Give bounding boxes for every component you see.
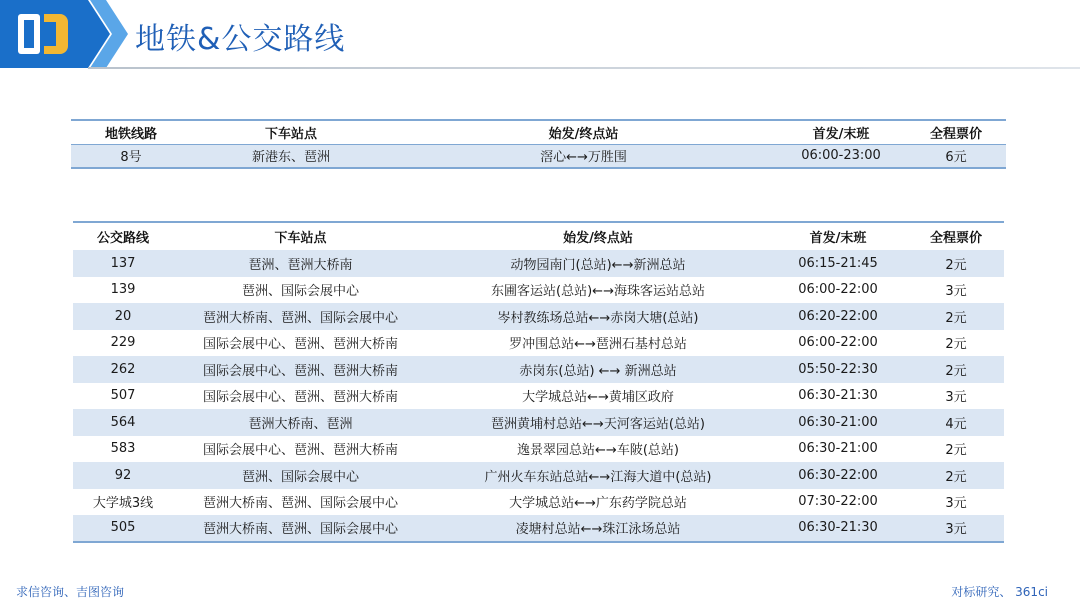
bus-table [73,221,1004,543]
bus-fare: 4元 [945,416,967,432]
bus-fare: 2元 [945,310,967,326]
bus-hours: 06:30-21:30 [798,388,878,404]
bus-fare: 2元 [945,469,967,485]
bus-hours: 06:20-22:00 [798,308,878,324]
bus-stop: 国际会展中心、琶洲、琶洲大桥南 [202,337,398,353]
bus-route: 505 [110,520,136,536]
bus-stop: 国际会展中心、琶洲、琶洲大桥南 [202,363,398,379]
header-divider [88,67,1080,69]
table-row [71,144,1006,168]
bus-hours: 06:30-21:00 [798,414,878,430]
table-row [73,489,1004,516]
bus-stop: 琶洲大桥南、琶洲 [248,416,353,432]
footer-source-right: 对标研究、 361ci [951,585,1048,599]
header-bar [0,0,1080,70]
bus-route: 92 [114,467,132,483]
bus-fare: 3元 [945,390,967,406]
bus-col-hours: 首发/末班 [809,231,867,246]
bus-route: 137 [110,255,136,271]
bus-terminals: 逸景翠园总站←→车陂(总站) [517,443,679,459]
metro-terminals: 滘心←→万胜围 [540,150,627,166]
bus-terminals: 赤岗东(总站) ←→ 新洲总站 [519,363,677,379]
table-row [73,515,1004,542]
bus-hours: 06:00-22:00 [798,282,878,298]
bus-route: 20 [114,308,132,324]
bus-terminals: 动物园南门(总站)←→新洲总站 [510,257,686,273]
bus-fare: 3元 [945,496,967,512]
logo-banner [0,0,130,70]
bus-route: 564 [110,414,136,430]
table-row [73,462,1004,489]
bus-col-terminals: 始发/终点站 [563,231,633,246]
footer-source-left: 求信咨询、吉图咨询 [16,585,125,599]
bus-hours: 06:15-21:45 [798,255,878,271]
metro-fare: 6元 [945,150,967,166]
table-row [73,383,1004,410]
table-row [73,330,1004,357]
bus-fare: 3元 [945,522,967,538]
bus-route: 139 [110,282,136,298]
bus-terminals: 罗冲围总站←→琶洲石基村总站 [509,337,687,353]
bus-hours: 06:30-21:30 [798,520,878,536]
bus-route: 262 [110,361,136,377]
bus-col-fare: 全程票价 [929,231,982,246]
metro-header-row [71,120,1006,144]
bus-hours: 06:30-22:00 [798,467,878,483]
metro-col-stop: 下车站点 [264,126,317,142]
bus-fare: 2元 [945,337,967,353]
bus-stop: 琶洲大桥南、琶洲、国际会展中心 [202,496,398,512]
bus-route: 大学城3线 [92,496,154,512]
bus-stop: 国际会展中心、琶洲、琶洲大桥南 [202,443,398,459]
bus-col-stop: 下车站点 [274,231,327,246]
bus-terminals: 岑村教练场总站←→赤岗大塘(总站) [497,310,699,326]
table-row [73,303,1004,330]
bus-hours: 06:00-22:00 [798,335,878,351]
metro-col-hours: 首发/末班 [812,126,870,142]
metro-stop: 新港东、琶洲 [251,150,330,166]
table-row [73,356,1004,383]
table-row [73,277,1004,304]
bus-stop: 国际会展中心、琶洲、琶洲大桥南 [202,390,398,406]
bus-terminals: 大学城总站←→黄埔区政府 [522,390,674,406]
metro-table [71,119,1006,169]
bus-fare: 2元 [945,363,967,379]
bus-terminals: 广州火车东站总站←→江海大道中(总站) [484,469,712,485]
metro-hours: 06:00-23:00 [801,148,881,164]
bus-fare: 3元 [945,284,967,300]
bus-stop: 琶洲、国际会展中心 [241,469,359,485]
metro-col-terminals: 始发/终点站 [548,126,619,142]
bus-stop: 琶洲大桥南、琶洲、国际会展中心 [202,310,398,326]
bus-route: 507 [110,388,136,404]
bus-col-route: 公交路线 [96,231,149,246]
bus-hours: 07:30-22:00 [798,494,878,510]
bus-stop: 琶洲、国际会展中心 [241,284,359,300]
table-row [73,250,1004,277]
bus-hours: 06:30-21:00 [798,441,878,457]
bus-hours: 05:50-22:30 [798,361,878,377]
bus-route: 583 [110,441,136,457]
bus-terminals: 凌塘村总站←→珠江泳场总站 [515,522,681,538]
bus-terminals: 东圃客运站(总站)←→海珠客运站总站 [491,284,705,300]
bus-terminals: 大学城总站←→广东药学院总站 [509,496,687,512]
metro-col-line: 地铁线路 [104,126,157,142]
bus-fare: 2元 [945,257,967,273]
bus-terminals: 琶洲黄埔村总站←→天河客运站(总站) [491,416,705,432]
bus-fare: 2元 [945,443,967,459]
bus-header-row [73,222,1004,250]
metro-col-fare: 全程票价 [929,126,982,142]
bus-stop: 琶洲、琶洲大桥南 [248,257,353,273]
table-row [73,436,1004,463]
bus-route: 229 [110,335,136,351]
bus-stop: 琶洲大桥南、琶洲、国际会展中心 [202,522,398,538]
metro-line: 8号 [120,150,142,166]
page-title: 地铁&公交路线 [135,22,346,57]
table-row [73,409,1004,436]
